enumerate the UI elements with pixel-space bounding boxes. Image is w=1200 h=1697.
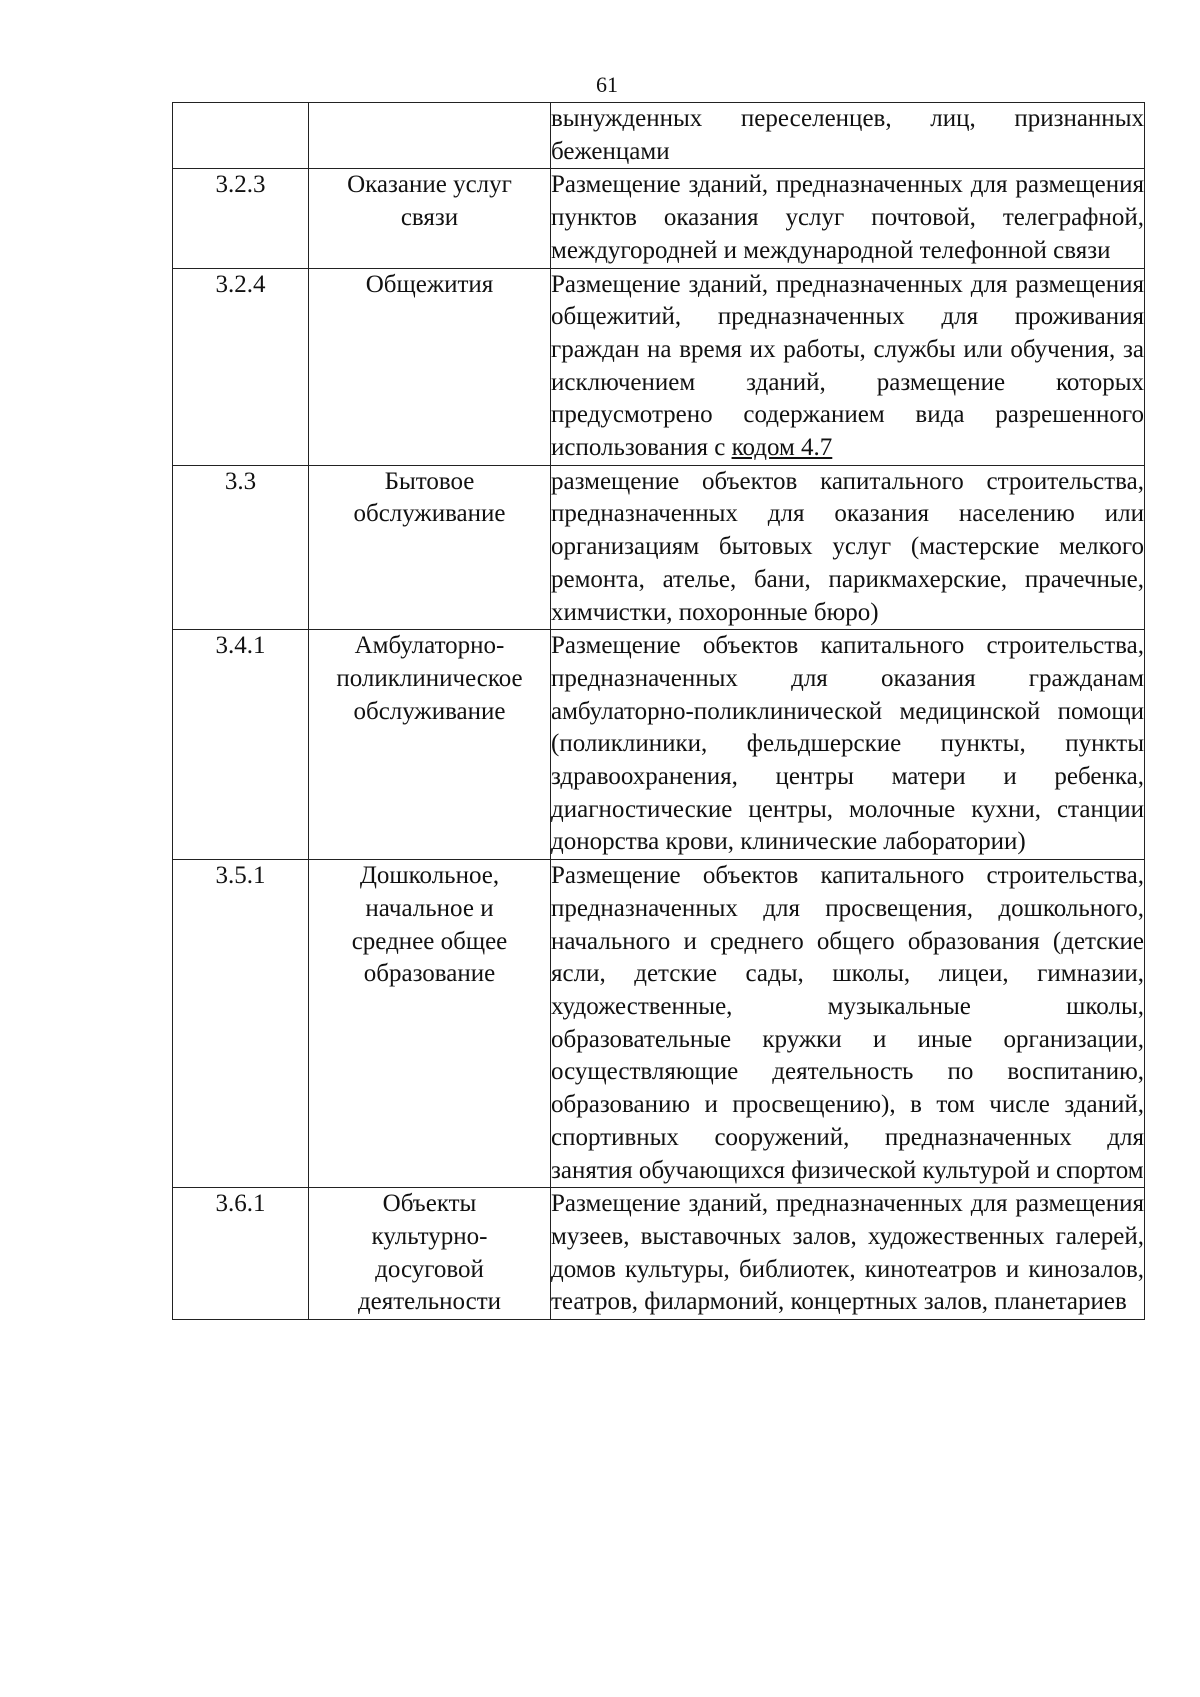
land-use-table (172, 102, 1145, 1320)
name-cell: Общежития (309, 268, 551, 465)
code-cell (173, 103, 309, 169)
table-row (173, 268, 1145, 465)
name-cell: Бытовое обслуживание (309, 465, 551, 630)
name-cell: Объекты культурно- досуговой деятельности (309, 1188, 551, 1320)
description-cell: Размещение зданий, предназначенных для размещения музеев, выставочных залов, художественных галерей, домов культуры, библиотек, кинотеатров и кинозалов, театров, филармоний, концертных залов, планетариев (551, 1188, 1145, 1320)
code-cell: 3.5.1 (173, 860, 309, 1188)
description-cell: Размещение объектов капитального строительства, предназначенных для просвещения, дошкольного, начального и среднего общего образования (детские ясли, детские сады, школы, лицеи, гимназии, художественные, музыкальные школы, образовательные кружки и иные организации, осуществляющие деятельность по воспитанию, образованию и просвещению), в том числе зданий, спортивных сооружений, предназначенных для занятия обучающихся физической культурой и спортом (551, 860, 1145, 1188)
code-cell: 3.3 (173, 465, 309, 630)
description-cell: Размещение объектов капитального строительства, предназначенных для оказания гражданам амбулаторно-поликлинической медицинской помощи (поликлиники, фельдшерские пункты, пункты здравоохранения, центры матери и ребенка, диагностические центры, молочные кухни, станции донорства крови, клинические лаборатории) (551, 630, 1145, 860)
name-cell (309, 103, 551, 169)
table-row (173, 169, 1145, 268)
table-row (173, 465, 1145, 630)
page-number: 61 (596, 72, 618, 97)
description-cell: вынужденных переселенцев, лиц, признанных беженцами (551, 103, 1145, 169)
description-cell: Размещение зданий, предназначенных для размещения пунктов оказания услуг почтовой, телеграфной, междугородней и международной телефонной связи (551, 169, 1145, 268)
table-row (173, 103, 1145, 169)
code-cell: 3.4.1 (173, 630, 309, 860)
name-cell: Дошкольное, начальное и среднее общее образование (309, 860, 551, 1188)
description-cell: размещение объектов капитального строительства, предназначенных для оказания населению или организациям бытовых услуг (мастерские мелкого ремонта, ателье, бани, парикмахерские, прачечные, химчистки, похоронные бюро) (551, 465, 1145, 630)
code-reference-link[interactable]: кодом 4.7 (731, 434, 833, 462)
table-row (173, 630, 1145, 860)
table-row (173, 1188, 1145, 1320)
name-cell: Оказание услуг связи (309, 169, 551, 268)
code-cell: 3.6.1 (173, 1188, 309, 1320)
table-row (173, 860, 1145, 1188)
code-cell: 3.2.3 (173, 169, 309, 268)
description-text: Размещение зданий, предназначенных для размещения общежитий, предназначенных для проживания граждан на время их работы, службы или обучения, за исключением зданий, размещение которых предусмотрено содержанием вида разрешенного использования с (551, 270, 1144, 462)
name-cell: Амбулаторно- поликлиническое обслуживание (309, 630, 551, 860)
description-cell (551, 268, 1145, 465)
code-cell: 3.2.4 (173, 268, 309, 465)
